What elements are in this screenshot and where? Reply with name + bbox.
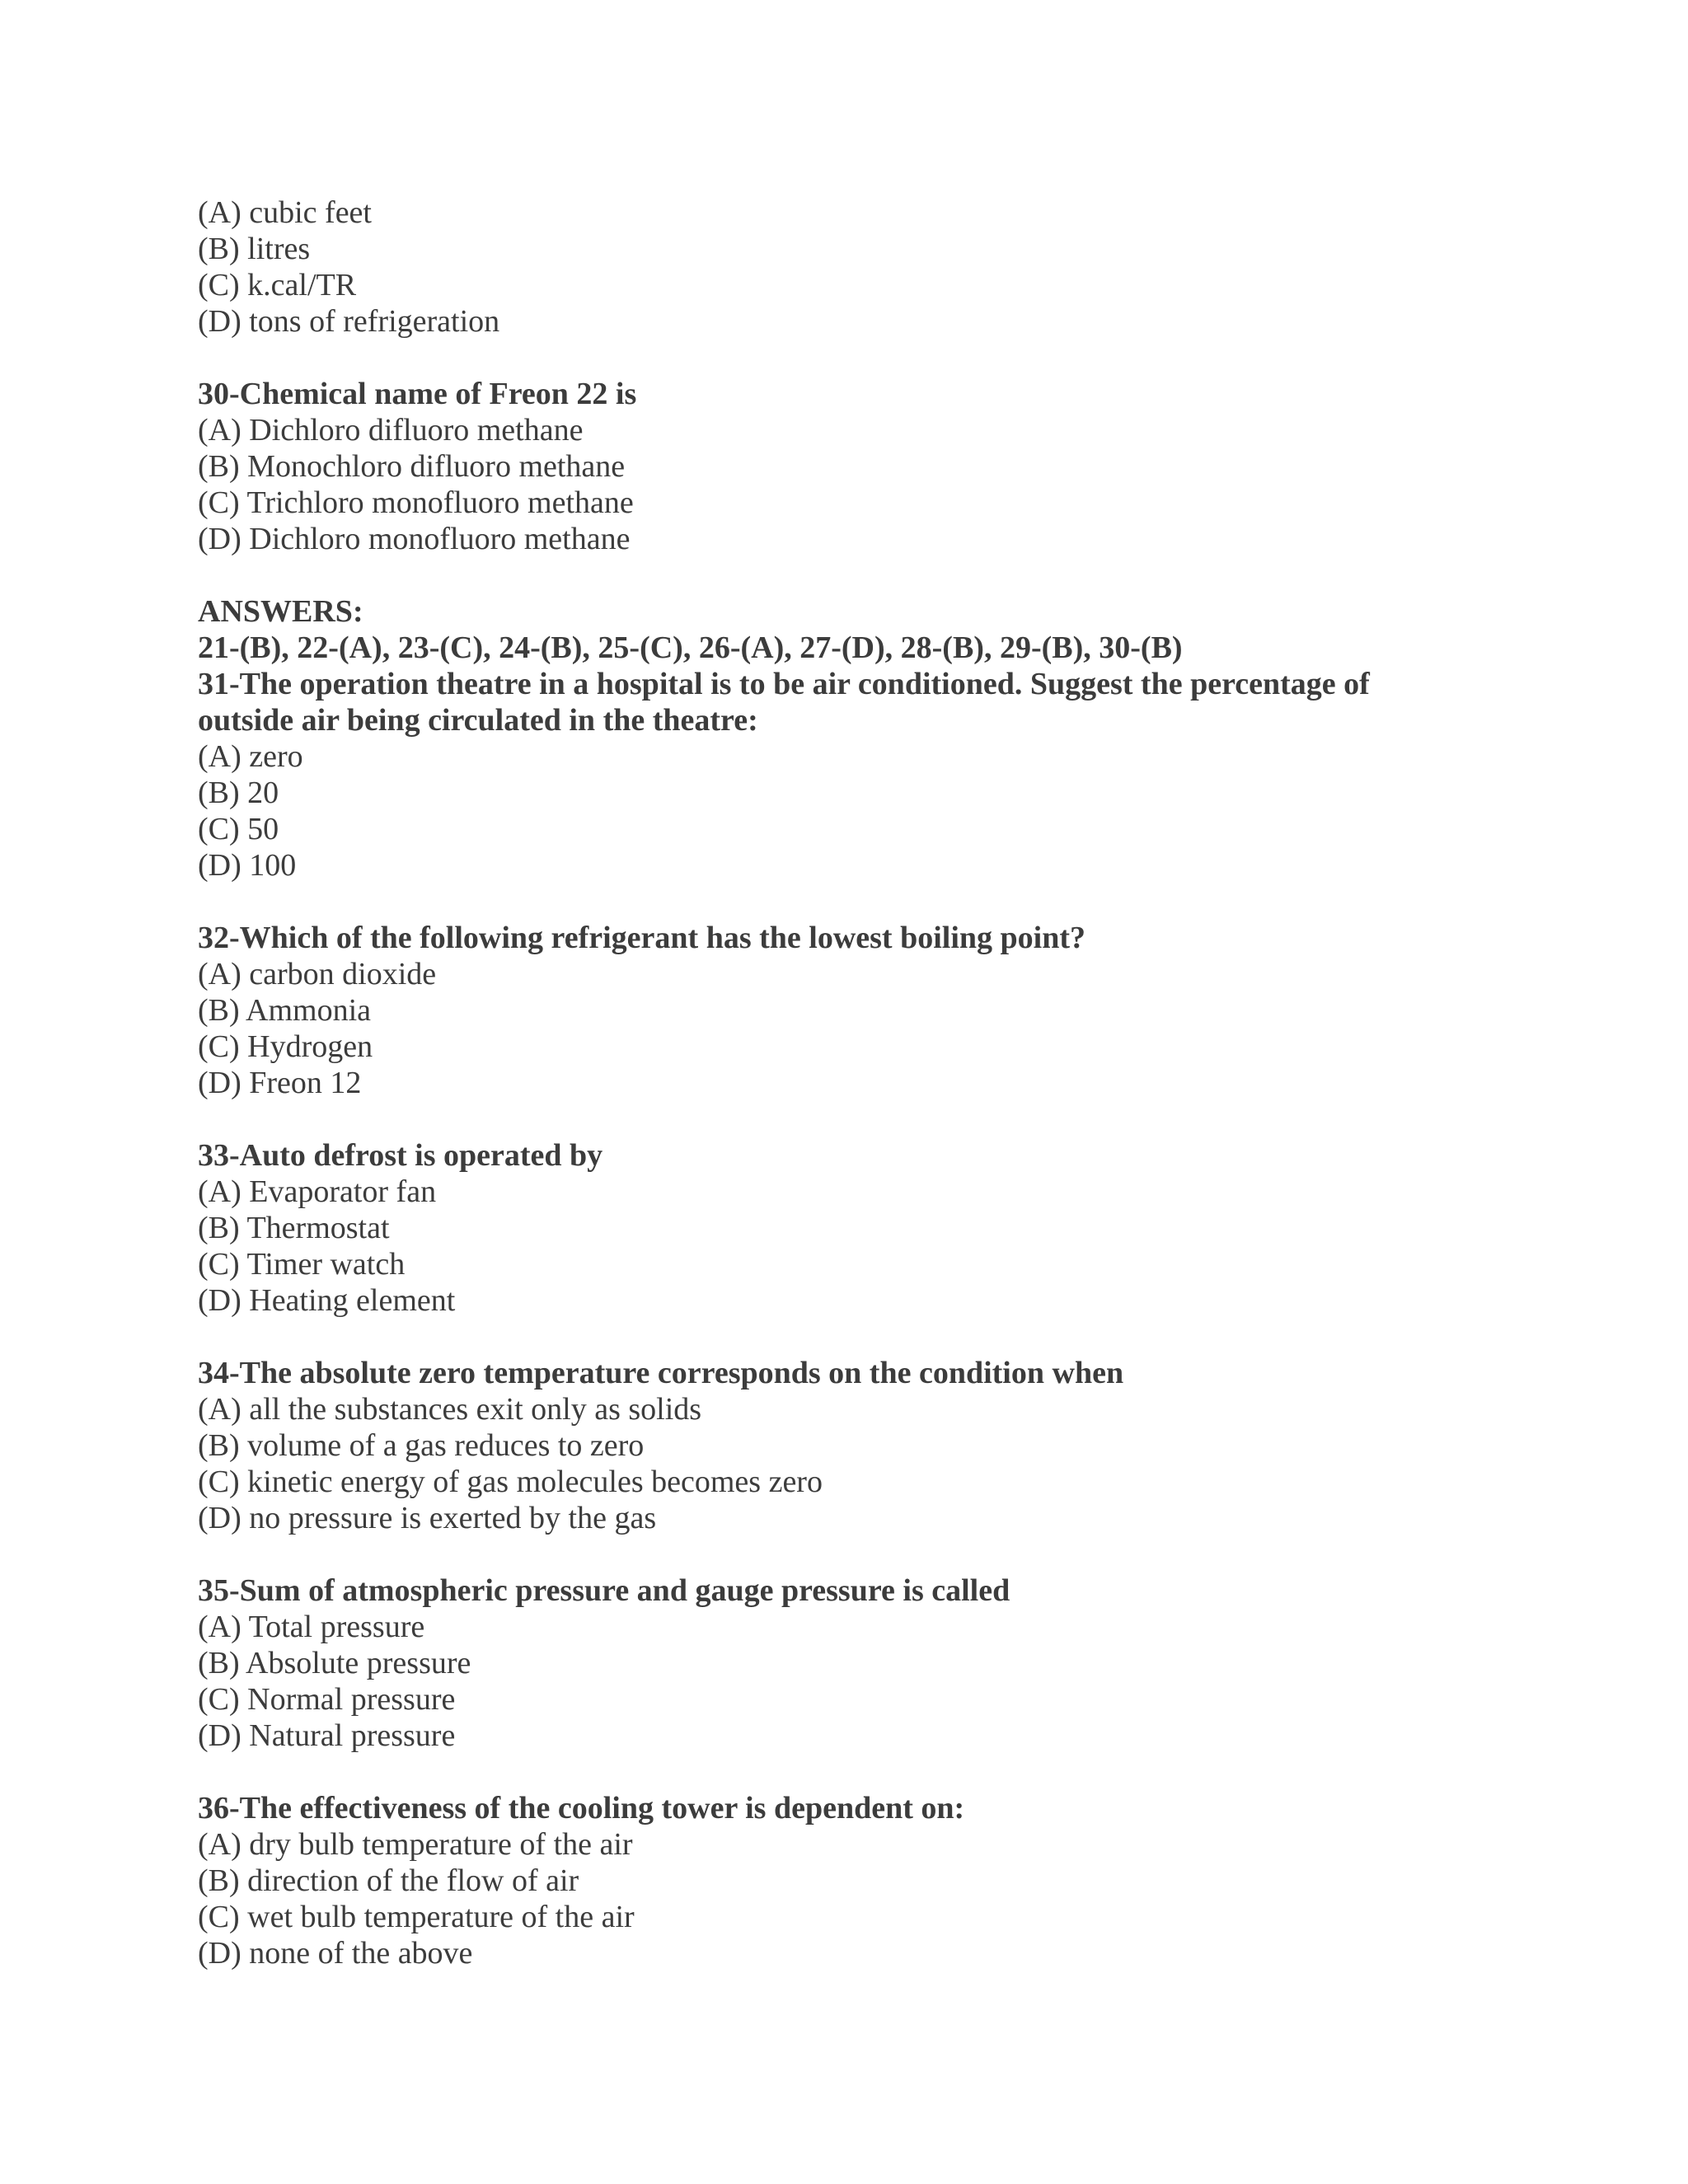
option-b: (B) volume of a gas reduces to zero (198, 1428, 645, 1463)
spacer (198, 1319, 1517, 1355)
option-a: (A) dry bulb temperature of the air (198, 1827, 633, 1862)
option-d: (D) Freon 12 (198, 1066, 362, 1100)
question-block-36 (198, 1790, 1517, 1971)
option-a: (A) zero (198, 739, 303, 774)
option-d: (D) no pressure is exerted by the gas (198, 1501, 657, 1535)
spacer (198, 557, 1517, 593)
option-c: (C) 50 (198, 812, 279, 846)
spacer (198, 1536, 1517, 1572)
question-34-text: 34-The absolute zero temperature corresponds on the condition when (198, 1356, 1124, 1390)
question-33-text: 33-Auto defrost is operated by (198, 1138, 603, 1173)
leading-options (198, 194, 1517, 340)
question-31-text-line2: outside air being circulated in the theatre: (198, 703, 758, 738)
option-b: (B) Ammonia (198, 993, 372, 1028)
option-d: (D) 100 (198, 848, 297, 883)
option-c: (C) Trichloro monofluoro methane (198, 485, 634, 520)
option-b: (B) Monochloro difluoro methane (198, 449, 626, 484)
option-c: (C) Normal pressure (198, 1682, 456, 1717)
answers-line: 21-(B), 22-(A), 23-(C), 24-(B), 25-(C), 26-(A), 27-(D), 28-(B), 29-(B), 30-(B) (198, 630, 1183, 665)
option-a: (A) Total pressure (198, 1610, 425, 1644)
question-block-35 (198, 1572, 1517, 1754)
question-block-31 (198, 666, 1517, 883)
question-32-text: 32-Which of the following refrigerant has the lowest boiling point? (198, 921, 1086, 955)
spacer (198, 340, 1517, 376)
question-block-32 (198, 920, 1517, 1101)
option-a: (A) cubic feet (198, 195, 372, 230)
option-b: (B) litres (198, 232, 311, 266)
option-b: (B) direction of the flow of air (198, 1863, 579, 1898)
question-block-30 (198, 376, 1517, 557)
answers-block (198, 593, 1517, 666)
option-c: (C) k.cal/TR (198, 268, 357, 302)
option-d: (D) Natural pressure (198, 1718, 456, 1753)
option-b: (B) Thermostat (198, 1211, 390, 1245)
option-a: (A) Dichloro difluoro methane (198, 413, 584, 448)
option-b: (B) 20 (198, 776, 279, 810)
question-35-text: 35-Sum of atmospheric pressure and gauge pressure is called (198, 1573, 1010, 1608)
spacer (198, 1754, 1517, 1790)
option-d: (D) none of the above (198, 1936, 473, 1971)
question-36-text: 36-The effectiveness of the cooling tower is dependent on: (198, 1791, 965, 1825)
answers-heading: ANSWERS: (198, 594, 363, 629)
spacer (198, 883, 1517, 920)
option-d: (D) tons of refrigeration (198, 304, 500, 339)
option-a: (A) carbon dioxide (198, 957, 437, 991)
spacer (198, 1101, 1517, 1137)
option-c: (C) Hydrogen (198, 1029, 373, 1064)
option-d: (D) Dichloro monofluoro methane (198, 522, 631, 556)
option-c: (C) kinetic energy of gas molecules becomes zero (198, 1465, 823, 1499)
question-30-text: 30-Chemical name of Freon 22 is (198, 377, 637, 411)
document-page (198, 194, 1517, 1971)
option-a: (A) Evaporator fan (198, 1174, 437, 1209)
question-31-text-line1: 31-The operation theatre in a hospital is to be air conditioned. Suggest the percentage of (198, 667, 1370, 701)
option-c: (C) wet bulb temperature of the air (198, 1900, 635, 1934)
option-d: (D) Heating element (198, 1283, 456, 1318)
question-block-34 (198, 1355, 1517, 1536)
option-c: (C) Timer watch (198, 1247, 406, 1282)
option-b: (B) Absolute pressure (198, 1646, 471, 1680)
question-block-33 (198, 1137, 1517, 1319)
option-a: (A) all the substances exit only as solids (198, 1392, 702, 1427)
